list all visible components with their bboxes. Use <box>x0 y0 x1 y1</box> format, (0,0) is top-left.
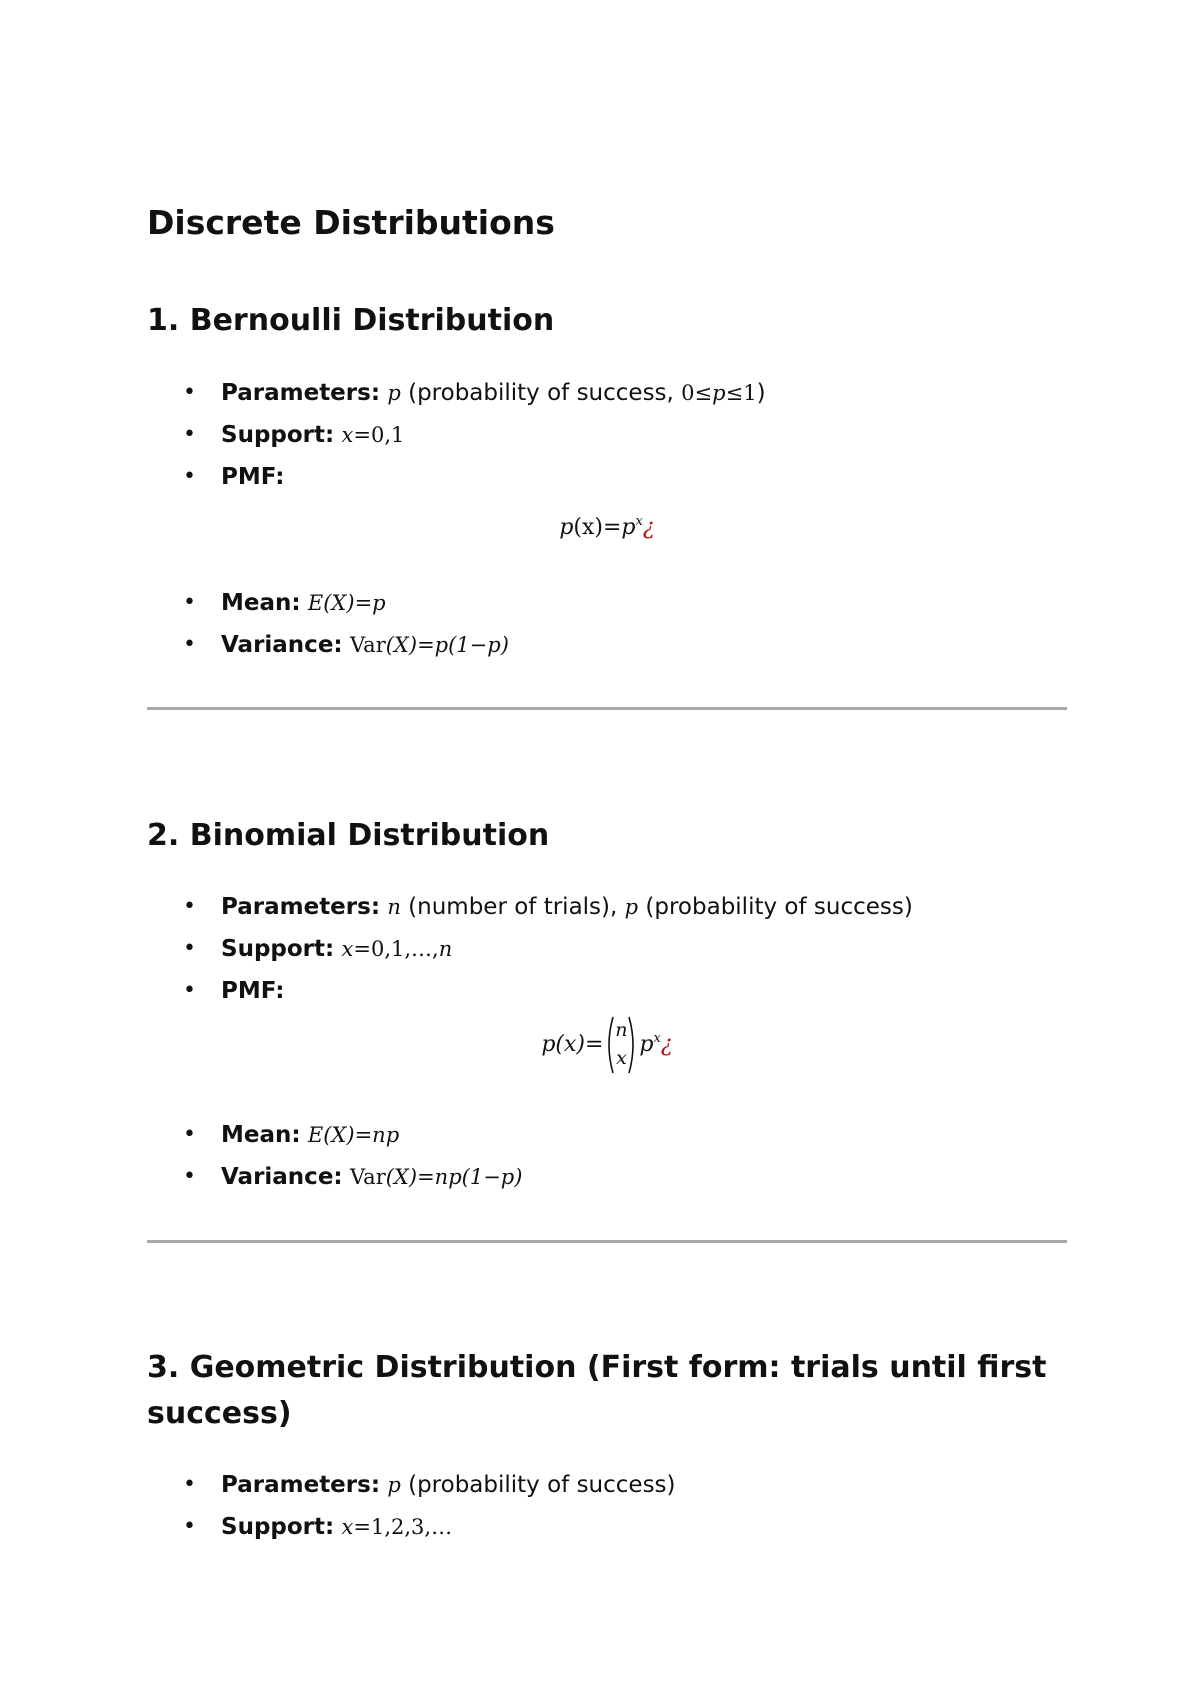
binomial-pmf-formula: p(x)= n x $p^x¿$ <box>147 1015 1067 1075</box>
bernoulli-list-bottom <box>147 582 1067 666</box>
horizontal-divider <box>147 707 1067 710</box>
list-item-mean: • Mean: E(X)=p <box>147 582 1067 624</box>
bernoulli-pmf-formula: $p(x)=p^x¿$ <box>559 514 655 540</box>
page-title: Discrete Distributions <box>147 203 555 242</box>
binomial-coefficient: n x <box>604 1015 638 1075</box>
list-item-pmf: • PMF: <box>147 970 1067 1012</box>
list-item-support: • Support: x=1,2,3,… <box>147 1506 1067 1548</box>
list-item-parameters: • Parameters: p (probability of success, 0≤p≤1) <box>147 372 1067 414</box>
list-item-variance: • Variance: Var(X)=np(1−p) <box>147 1156 1067 1198</box>
list-item-mean: • Mean: E(X)=np <box>147 1114 1067 1156</box>
list-item-support: • Support: x=0,1,…,n <box>147 928 1067 970</box>
section-heading-binomial: 2. Binomial Distribution <box>147 818 550 853</box>
list-item-pmf: • PMF: <box>147 456 1067 498</box>
section-heading-bernoulli: 1. Bernoulli Distribution <box>147 303 555 338</box>
list-item-variance: • Variance: Var(X)=p(1−p) <box>147 624 1067 666</box>
binomial-list-bottom <box>147 1114 1067 1198</box>
binomial-list-top <box>147 886 1067 1012</box>
bernoulli-list-top <box>147 372 1067 498</box>
list-item-parameters: • Parameters: n (number of trials), p (probability of success) <box>147 886 1067 928</box>
list-item-support: • Support: x=0,1 <box>147 414 1067 456</box>
section-heading-geometric: 3. Geometric Distribution (First form: trials until first success) <box>147 1350 1047 1431</box>
horizontal-divider <box>147 1240 1067 1243</box>
geometric-list <box>147 1464 1067 1548</box>
list-item-parameters: • Parameters: p (probability of success) <box>147 1464 1067 1506</box>
